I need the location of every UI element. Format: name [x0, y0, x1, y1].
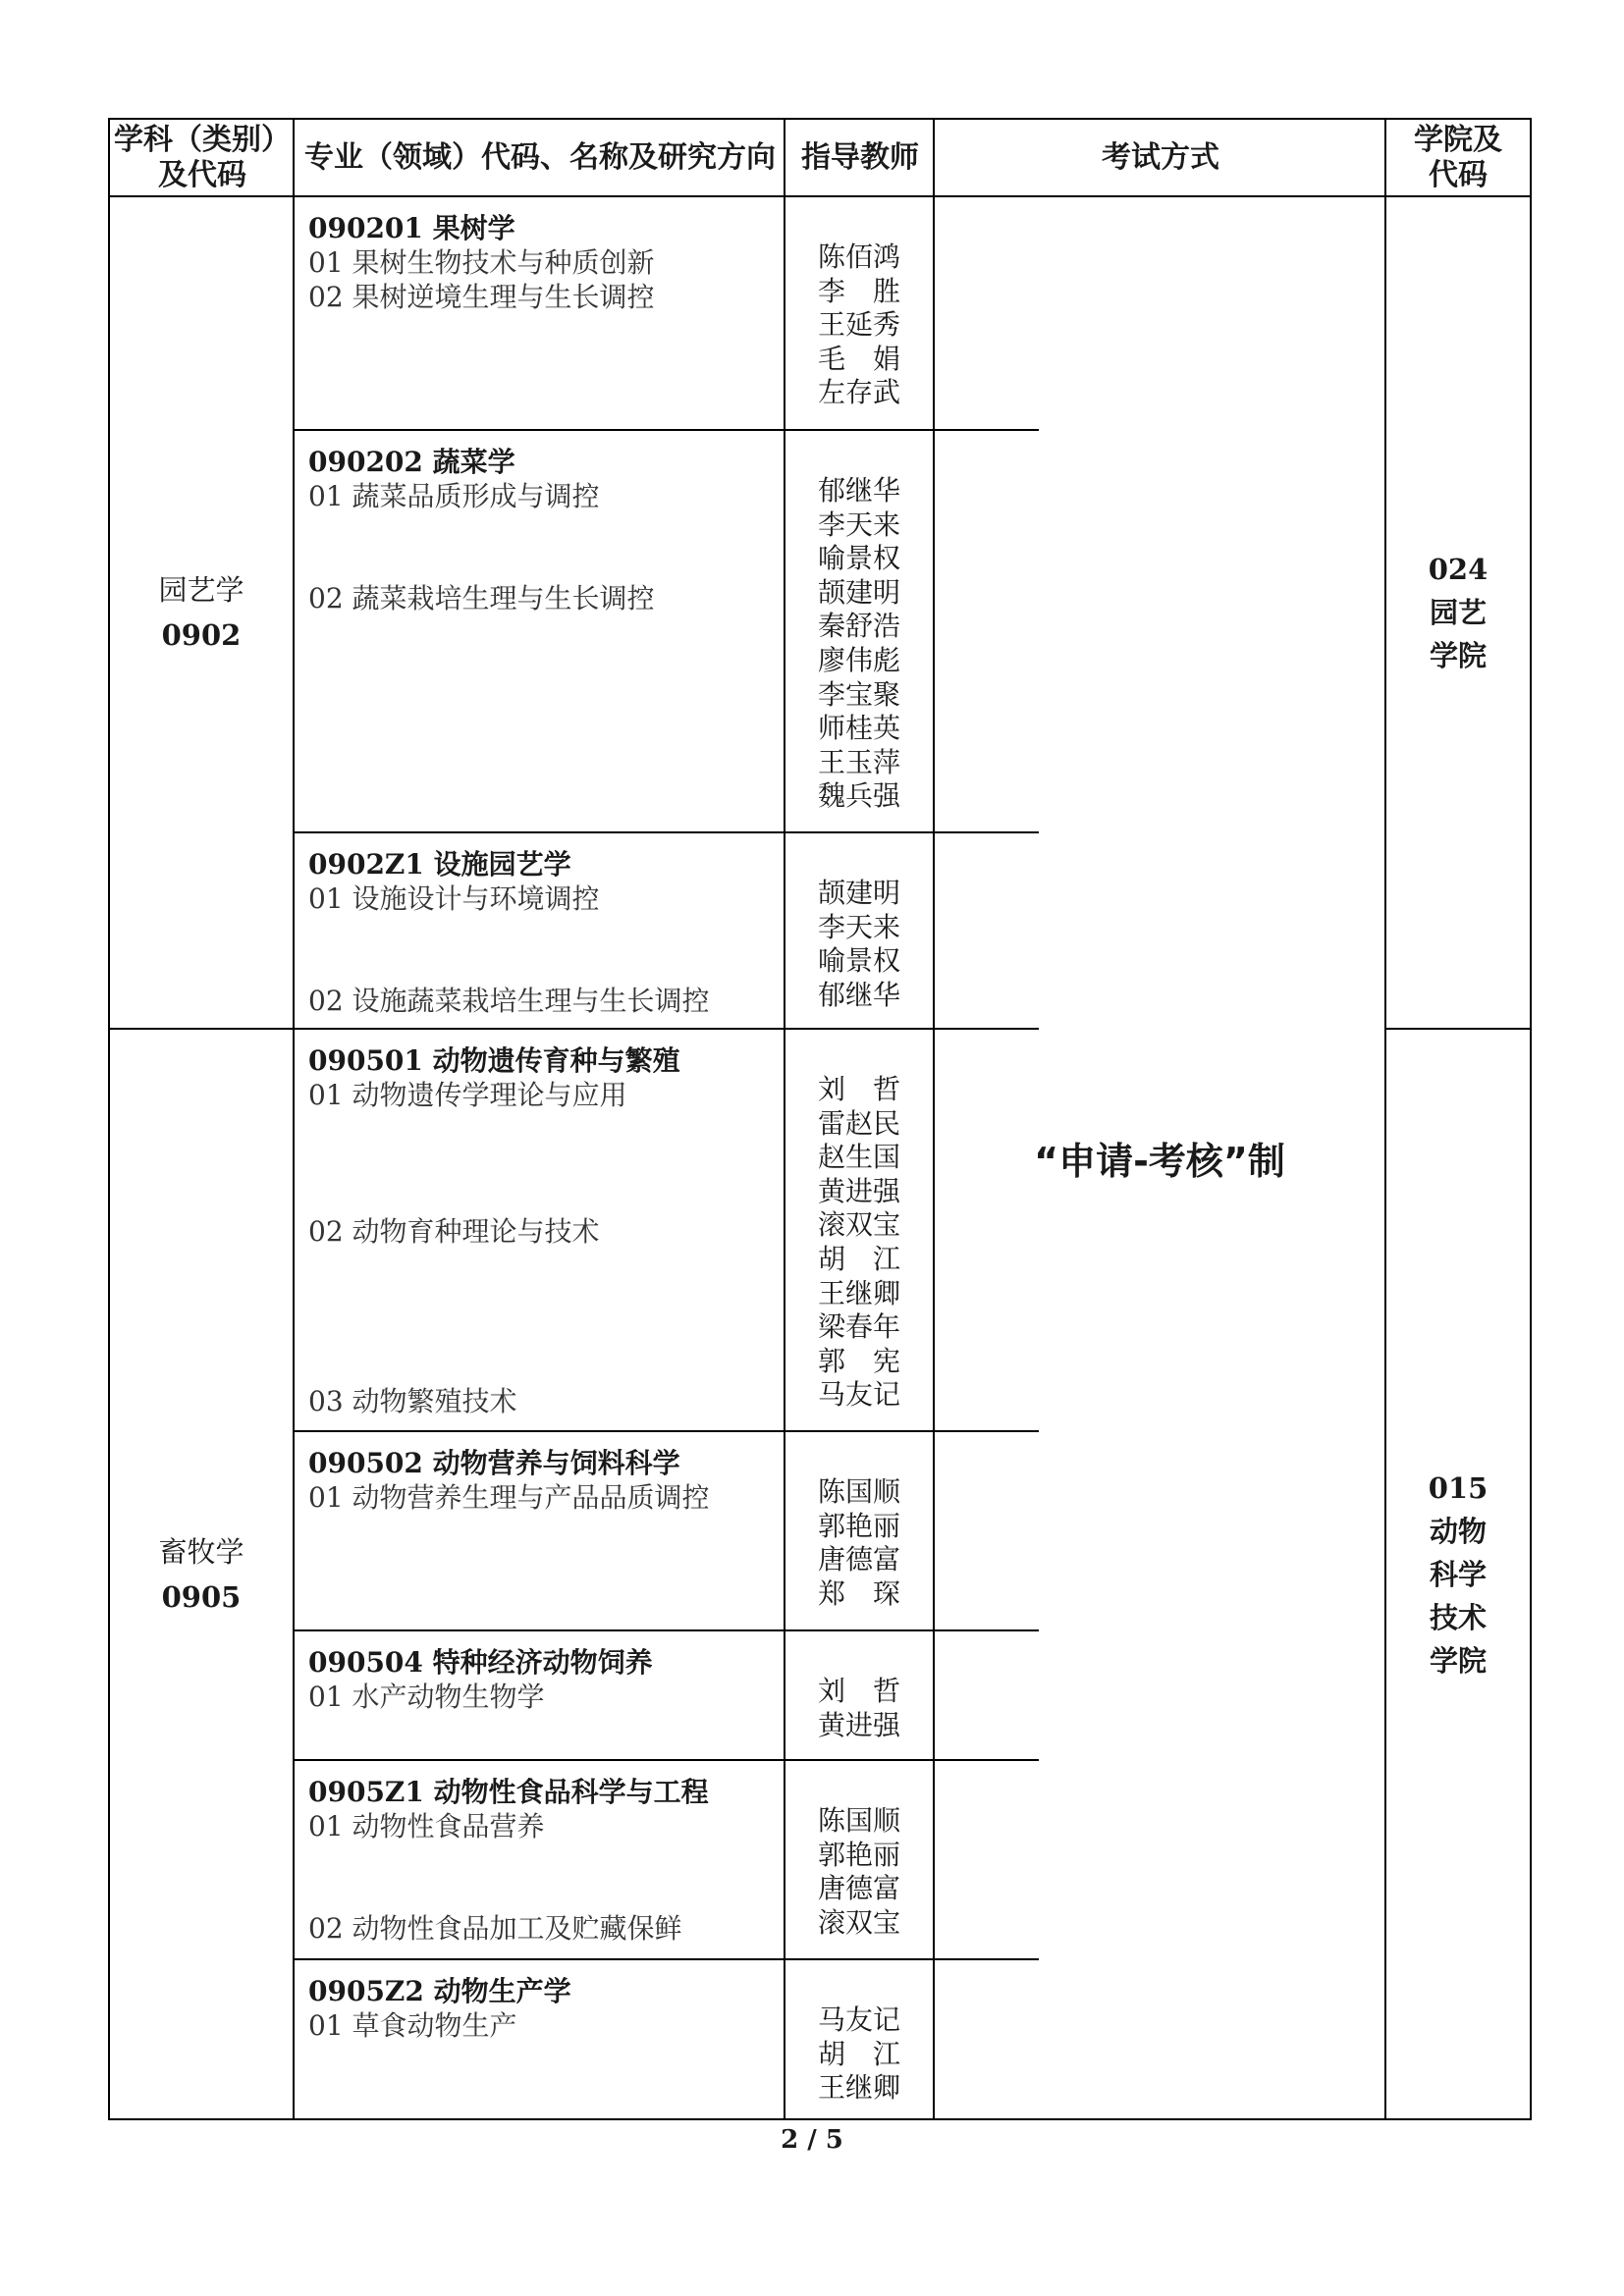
major-cell: [295, 431, 784, 831]
advisor-cell: [785, 1631, 933, 1759]
header-college: 学院及代码: [1414, 122, 1502, 192]
major-title: 090504 特种经济动物饲养: [308, 1646, 653, 1679]
major-title: 090501 动物遗传育种与繁殖: [308, 1044, 680, 1077]
advisor-name: 陈国顺: [817, 1475, 900, 1508]
research-direction: 03 动物繁殖技术: [308, 1385, 517, 1417]
advisor-cell: [785, 197, 933, 429]
discipline-name: 园艺学: [158, 573, 244, 607]
college-name-line: 学院: [1429, 639, 1487, 672]
header-major: 专业（领域）代码、名称及研究方向: [304, 139, 776, 175]
major-cell: [295, 1960, 784, 2118]
major-cell: [295, 1631, 784, 1759]
college-code: 015: [1428, 1470, 1489, 1505]
advisor-name: 李天来: [817, 910, 900, 943]
advisor-name: 胡 江: [817, 1242, 900, 1275]
major-cell: [295, 1761, 784, 1958]
advisor-name: 陈国顺: [817, 1804, 900, 1837]
advisor-name: 师桂英: [817, 712, 900, 745]
advisor-name: 刘 哲: [817, 1675, 900, 1707]
research-direction: 02 蔬菜栽培生理与生长调控: [308, 582, 655, 614]
research-direction: 01 水产动物生物学: [308, 1681, 545, 1713]
major-title: 090202 蔬菜学: [308, 446, 515, 478]
advisor-name: 左存武: [817, 376, 900, 409]
advisor-name: 刘 哲: [817, 1073, 900, 1105]
advisor-name: 马友记: [817, 1378, 900, 1412]
advisor-name: 魏兵强: [817, 779, 900, 813]
advisor-name: 陈佰鸿: [817, 240, 900, 273]
college-name-line: 园艺: [1429, 596, 1487, 629]
advisor-name: 滚双宝: [817, 1208, 900, 1242]
advisor-name: 颉建明: [817, 877, 900, 909]
header-advisors: 指导教师: [801, 139, 919, 175]
advisor-name: 李 胜: [817, 274, 900, 307]
discipline-cell: [110, 1030, 293, 2118]
major-title: 0905Z2 动物生产学: [308, 1975, 571, 2007]
research-direction: 02 动物育种理论与技术: [308, 1215, 600, 1248]
advisor-name: 郑 琛: [817, 1576, 900, 1610]
advisor-name: 郁继华: [817, 474, 900, 507]
advisor-name: 唐德富: [817, 1872, 900, 1905]
advisor-name: 毛 娟: [817, 342, 900, 375]
major-title: 0902Z1 设施园艺学: [308, 848, 571, 881]
research-direction: 01 动物性食品营养: [308, 1810, 545, 1842]
advisor-name: 梁春年: [817, 1310, 900, 1344]
discipline-cell: [110, 197, 293, 1028]
advisor-name: 郭艳丽: [817, 1509, 900, 1542]
college-name-line: 学院: [1429, 1643, 1487, 1678]
major-cell: [295, 1432, 784, 1629]
advisor-name: 黄进强: [817, 1174, 900, 1207]
advisor-name: 胡 江: [817, 2037, 900, 2070]
college-cell: [1386, 1030, 1530, 2118]
advisor-cell: [785, 1030, 933, 1430]
research-direction: 01 果树生物技术与种质创新: [308, 246, 655, 279]
advisor-name: 王继卿: [817, 1276, 900, 1309]
discipline-code: 0905: [161, 1579, 242, 1614]
advisor-name: 喻景权: [817, 944, 900, 978]
research-direction: 01 动物遗传学理论与应用: [308, 1079, 627, 1111]
advisor-name: 喻景权: [817, 542, 900, 575]
page-number: 2 / 5: [781, 2125, 843, 2155]
college-cell: [1386, 197, 1530, 1028]
discipline-name: 畜牧学: [158, 1534, 244, 1569]
discipline-code: 0902: [161, 618, 242, 652]
advisor-name: 郭艳丽: [817, 1838, 900, 1871]
advisor-cell: [785, 431, 933, 831]
advisor-name: 秦舒浩: [817, 610, 900, 643]
research-direction: 02 动物性食品加工及贮藏保鲜: [308, 1912, 682, 1945]
research-direction: 02 果树逆境生理与生长调控: [308, 281, 655, 313]
research-direction: 01 草食动物生产: [308, 2009, 517, 2042]
research-direction: 01 蔬菜品质形成与调控: [308, 480, 600, 512]
college-name-line: 动物: [1429, 1514, 1487, 1548]
exam-method: “申请-考核”制: [1034, 1140, 1285, 1183]
advisor-name: 王继卿: [817, 2071, 900, 2105]
advisor-cell: [785, 1960, 933, 2118]
major-cell: [295, 197, 784, 429]
advisor-name: 廖伟彪: [817, 643, 900, 676]
advisor-name: 颉建明: [817, 575, 900, 609]
major-cell: [295, 833, 784, 1028]
advisor-name: 赵生国: [817, 1141, 900, 1174]
major-cell: [295, 1030, 784, 1430]
college-code: 024: [1428, 553, 1489, 586]
advisor-cell: [785, 1761, 933, 1958]
major-title: 0905Z1 动物性食品科学与工程: [308, 1776, 709, 1808]
advisor-name: 王玉萍: [817, 745, 900, 778]
advisor-name: 李宝聚: [817, 677, 900, 711]
advisor-name: 雷赵民: [817, 1106, 900, 1140]
advisor-name: 马友记: [817, 2003, 900, 2036]
advisor-name: 黄进强: [817, 1708, 900, 1741]
advisor-name: 李天来: [817, 507, 900, 541]
header-discipline: 学科（类别）及代码: [114, 122, 291, 192]
college-name-line: 科学: [1429, 1557, 1487, 1591]
college-name-line: 技术: [1429, 1600, 1487, 1634]
advisor-name: 唐德富: [817, 1543, 900, 1576]
header-exam: 考试方式: [1102, 139, 1219, 175]
advisor-name: 王延秀: [817, 308, 900, 342]
major-title: 090201 果树学: [308, 212, 515, 244]
enrollment-table: [108, 118, 1532, 2120]
advisor-name: 滚双宝: [817, 1905, 900, 1939]
advisor-cell: [785, 833, 933, 1028]
research-direction: 01 设施设计与环境调控: [308, 882, 600, 915]
advisor-name: 郁继华: [817, 978, 900, 1011]
major-title: 090502 动物营养与饲料科学: [308, 1447, 680, 1479]
research-direction: 01 动物营养生理与产品品质调控: [308, 1481, 710, 1514]
advisor-cell: [785, 1432, 933, 1629]
advisor-name: 郭 宪: [817, 1344, 900, 1377]
research-direction: 02 设施蔬菜栽培生理与生长调控: [308, 985, 710, 1017]
